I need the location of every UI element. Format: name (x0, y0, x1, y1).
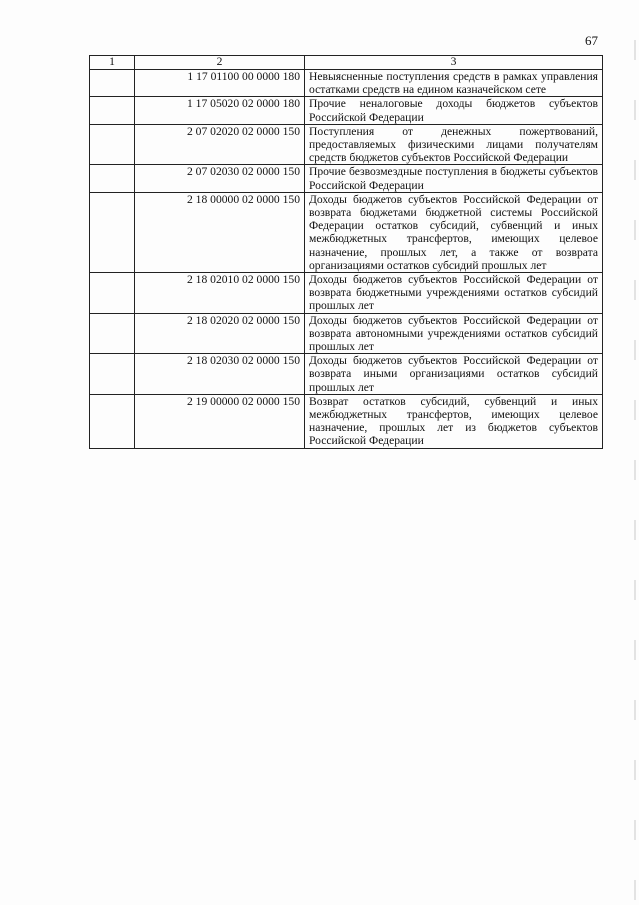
row-number-cell (90, 192, 135, 272)
table-row (90, 192, 603, 272)
table-row (90, 394, 603, 448)
revenue-description: Возврат остатков субсидий, субвенций и иных межбюджетных трансфертов, имеющих целевое назначение, прошлых лет из бюджетов субъектов Российской Федерации (305, 394, 603, 448)
revenue-codes-table (89, 55, 603, 449)
column-header-2: 2 (135, 56, 305, 70)
classification-code: 2 07 02020 02 0000 150 (135, 124, 305, 165)
table-row (90, 273, 603, 314)
column-header-1: 1 (90, 56, 135, 70)
row-number-cell (90, 354, 135, 395)
revenue-description: Доходы бюджетов субъектов Российской Федерации от возврата иными организациями остатков субсидий прошлых лет (305, 354, 603, 395)
page-number: 67 (585, 33, 598, 48)
revenue-description: Прочие безвозмездные поступления в бюджеты субъектов Российской Федерации (305, 165, 603, 192)
row-number-cell (90, 273, 135, 314)
table-row (90, 70, 603, 97)
row-number-cell (90, 124, 135, 165)
row-number-cell (90, 394, 135, 448)
revenue-description: Прочие неналоговые доходы бюджетов субъектов Российской Федерации (305, 97, 603, 124)
table-row (90, 124, 603, 165)
classification-code: 1 17 05020 02 0000 180 (135, 97, 305, 124)
row-number-cell (90, 70, 135, 97)
table-row (90, 165, 603, 192)
revenue-description: Доходы бюджетов субъектов Российской Федерации от возврата бюджетными учреждениями остатков субсидий прошлых лет (305, 273, 603, 314)
classification-code: 2 18 02010 02 0000 150 (135, 273, 305, 314)
classification-code: 2 07 02030 02 0000 150 (135, 165, 305, 192)
classification-code: 1 17 01100 00 0000 180 (135, 70, 305, 97)
classification-code: 2 18 02020 02 0000 150 (135, 313, 305, 354)
revenue-description: Доходы бюджетов субъектов Российской Федерации от возврата бюджетами бюджетной системы Российской Федерации остатков субсидий, субвенций и иных межбюджетных трансфертов, имеющих целевое назначение, прошлых лет, а также от возврата организациями остатков субсидий прошлых лет (305, 192, 603, 272)
table-header-row (90, 56, 603, 70)
row-number-cell (90, 313, 135, 354)
revenue-description: Поступления от денежных пожертвований, предоставляемых физическими лицами получателям средств бюджетов субъектов Российской Федерации (305, 124, 603, 165)
classification-code: 2 18 02030 02 0000 150 (135, 354, 305, 395)
revenue-description: Невыясненные поступления средств в рамках управления остатками средств на едином казначейском сете (305, 70, 603, 97)
row-number-cell (90, 165, 135, 192)
column-header-3: 3 (305, 56, 603, 70)
table-row (90, 97, 603, 124)
table-row (90, 313, 603, 354)
classification-code: 2 18 00000 02 0000 150 (135, 192, 305, 272)
row-number-cell (90, 97, 135, 124)
classification-code: 2 19 00000 02 0000 150 (135, 394, 305, 448)
revenue-description: Доходы бюджетов субъектов Российской Федерации от возврата автономными учреждениями остатков субсидий прошлых лет (305, 313, 603, 354)
table-row (90, 354, 603, 395)
scan-edge-artifact (634, 0, 636, 905)
